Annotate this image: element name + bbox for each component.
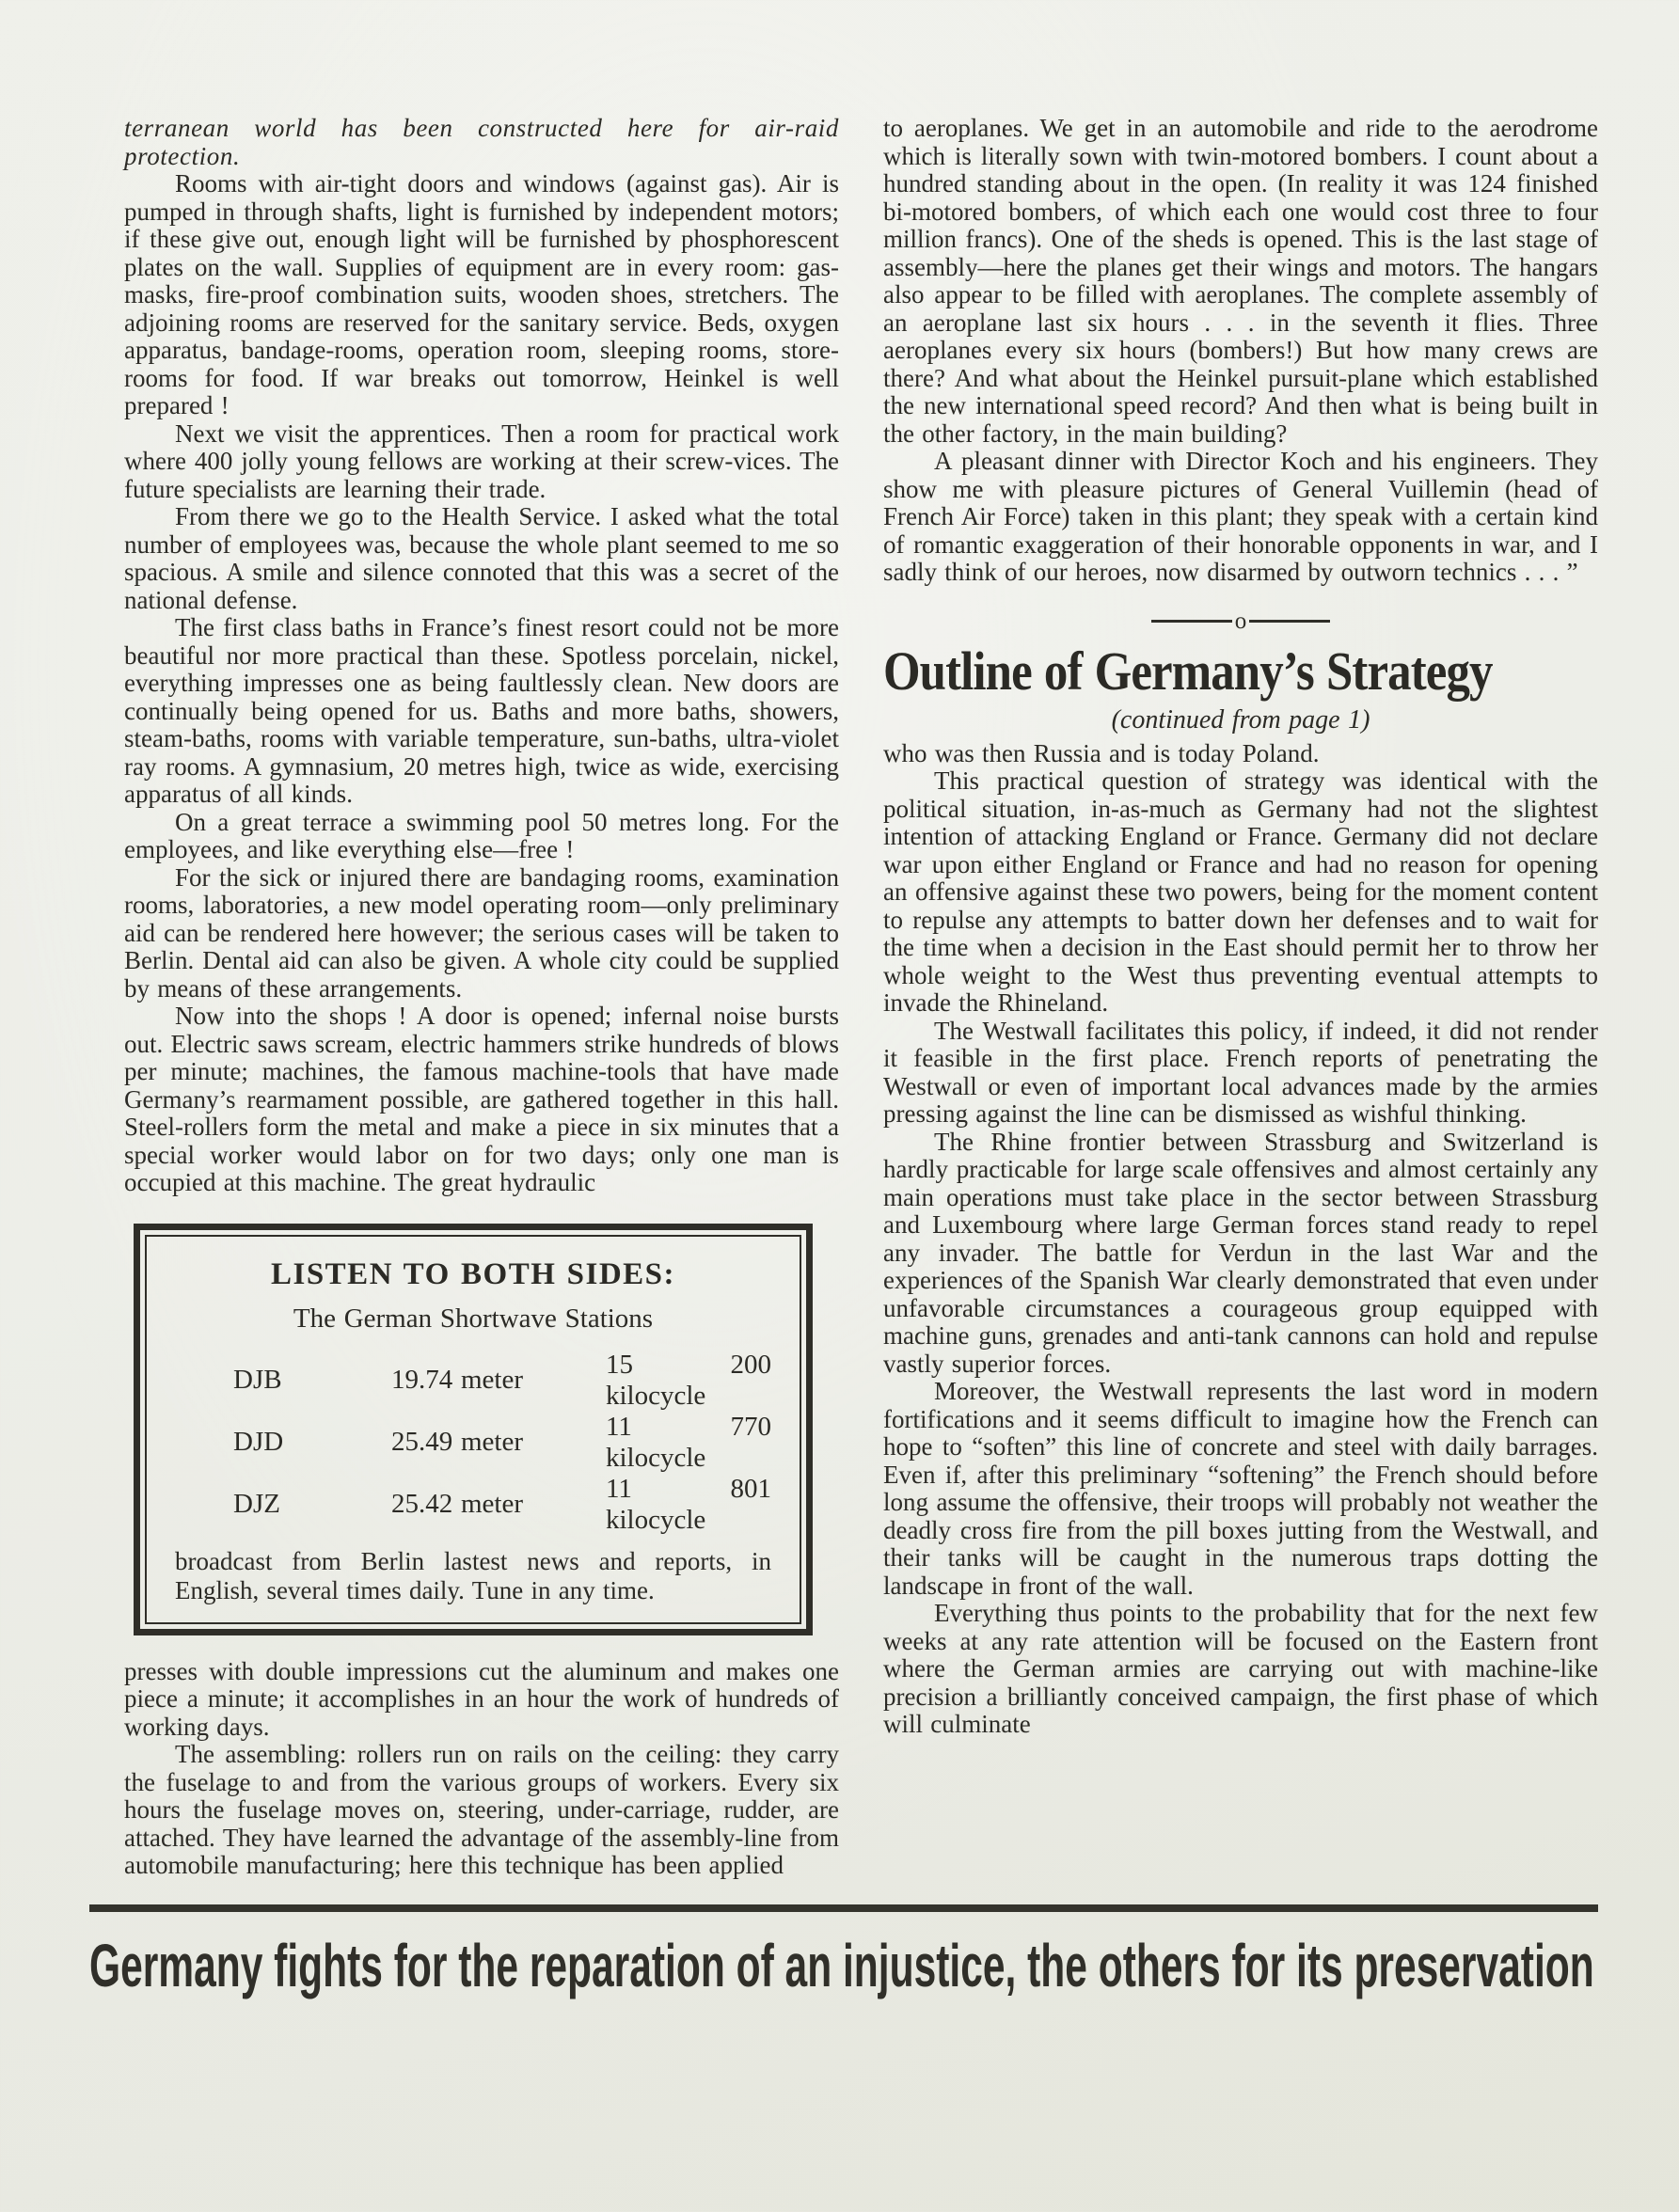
left-column: [124, 115, 839, 1880]
text-columns: [124, 115, 1598, 1880]
paragraph: who was then Russia and is today Poland.: [883, 738, 1320, 767]
footer-rule: [89, 1904, 1598, 1912]
station-code: DJB: [233, 1365, 282, 1395]
continuation-intro-italic: terranean world has been constructed here for air-raid protection.: [124, 114, 839, 170]
paragraph: Now into the shops ! A door is opened; infernal noise bursts out. Electric saws scream, electric hammers strike hundreds of blows per minute; machines, the famous machine-tools that have made Germany’s rearmament possible, are gathered together in this hall. Steel-rollers form the metal and make a piece in six minutes that a special worker would labor on for two days; only one man is occupied at this machine. The great hydraulic: [124, 1002, 839, 1196]
paragraph: Rooms with air-tight doors and windows (against gas). Air is pumped in through shafts, light is furnished by independent motors; if these give out, enough light will be furnished by phosphorescent plates on the wall. Supplies of equipment are in every room: gas-masks, fire-proof combination suits, wooden shoes, stretchers. The adjoining rooms are reserved for the sanitary service. Beds, oxygen apparatus, bandage-rooms, operation room, sleeping rooms, store-rooms for food. If war breaks out tomorrow, Heinkel is well prepared !: [124, 169, 839, 419]
right-column: [883, 115, 1598, 1880]
paragraph: Moreover, the Westwall represents the last word in modern fortifications and it seems difficult to imagine how the French can hope to “soften” this line of concrete and steel with daily barrages. Even if, after this preliminary “softening” the French should before long assume the offensive, their troops will probably not weather the deadly cross fire from the pill boxes jutting from the Westwall, and their tanks will be caught in the numerous traps dotting the landscape in front of the wall.: [883, 1377, 1598, 1600]
radio-stations-box-inner: [145, 1235, 801, 1624]
paragraph: The Rhine frontier between Strassburg and Switzerland is hardly practicable for large scale offensives and almost certainly any main operations must take place in the sector between Strassburg and Luxembourg where large German forces stand ready to repel any invader. The battle for Verdun in the last War and the experiences of the Spanish War clearly demonstrated that even under unfavorable circumstances a courageous group equipped with machine guns, grenades and anti-tank cannons can hold and repulse vastly superior forces.: [883, 1127, 1598, 1378]
paragraph: This practical question of strategy was identical with the political situation, in-as-much as Germany had not the slightest intention of attacking England or France. Germany did not declare war upon either England or France and had no reason for opening an offensive against these two powers, being for the moment content to repulse any attempts to batter down her defenses and to wait for the time when a decision in the East should permit her to throw her whole weight to the West thus preventing eventual attempts to invade the Rhineland.: [883, 766, 1598, 1017]
paragraph: A pleasant dinner with Director Koch and his engineers. They show me with pleasure pictures of General Vuillemin (head of French Air Force) taken in this plant; they speak with a certain kind of romantic exaggeration of their honorable opponents in war, and I sadly think of our heroes, now disarmed by outworn technics . . . ”: [883, 447, 1598, 586]
station-meter: 19.74 meter: [391, 1365, 524, 1395]
paragraph: The first class baths in France’s finest resort could not be more beautiful nor more practical than these. Spotless porcelain, nickel, everything impresses one as being faultlessly clean. New doors are continually being opened for us. Baths and more baths, showers, steam-baths, rooms with variable temperature, sun-baths, ultra-violet ray rooms. A gymnasium, 20 metres high, twice as wide, exercising apparatus of all kinds.: [124, 613, 839, 808]
paragraph: From there we go to the Health Service. I asked what the total number of employees was, because the whole plant seemed to me so spacious. A smile and silence connoted that this was a secret of the national defense.: [124, 502, 839, 614]
article-heading-text: Outline of Germany’s Strategy: [883, 640, 1493, 702]
box-title: LISTEN TO BOTH SIDES:: [270, 1256, 676, 1291]
paragraph: Everything thus points to the probability that for the next few weeks at any rate attention will be focused on the Eastern front where the German armies are carrying out with machine-like precision a brilliantly conceived campaign, the first phase of which will culminate: [883, 1599, 1598, 1738]
paragraph: presses with double impressions cut the aluminum and makes one piece a minute; it accomplishes in an hour the work of hundreds of working days.: [124, 1656, 839, 1741]
station-kilocycle: 11 801 kilocycle: [606, 1473, 771, 1535]
article-heading: [883, 642, 1598, 701]
section-divider: [883, 609, 1598, 633]
paragraph: to aeroplanes. We get in an automobile and ride to the aerodrome which is literally sown with twin-motored bombers. I count about a hundred standing about in the open. (In reality it was 124 finished bi-motored bombers, of which each one would cost three to four million francs). One of the sheds is opened. This is the last stage of assembly—here the planes get their wings and motors. The hangars also appear to be filled with aeroplanes. The complete assembly of an aeroplane last six hours . . . in the seventh it flies. Three aeroplanes every six hours (bombers!) But how many crews are there? And what about the Heinkel pursuit-plane which established the new international speed record? And then what is being built in the other factory, in the main building?: [883, 114, 1598, 448]
station-kilocycle: 15 200 kilocycle: [606, 1349, 771, 1411]
article-continuation-note: (continued from page 1): [1111, 704, 1370, 735]
divider-line: [1249, 620, 1330, 623]
station-meter: 25.49 meter: [391, 1427, 524, 1457]
paragraph: Next we visit the apprentices. Then a room for practical work where 400 jolly young fellows are working at their screw-vices. The future specialists are learning their trade.: [124, 419, 839, 503]
paragraph: The Westwall facilitates this policy, if indeed, it did not render it feasible in the first place. French reports of penetrating the Westwall or even of important local advances made by the armies pressing against the line can be dismissed as wishful thinking.: [883, 1016, 1598, 1128]
station-meter: 25.42 meter: [391, 1489, 524, 1519]
footer-headline: [89, 1931, 1598, 2000]
paragraph: The assembling: rollers run on rails on the ceiling: they carry the fuselage to and from the various groups of workers. Every six hours the fuselage moves on, steering, under-carriage, rudder, are attached. They have learned the advantage of the assembly-line from automobile manufacturing; here this technique has been applied: [124, 1740, 839, 1879]
footer-headline-text: Germany fights for the reparation of an injustice, the others for its preservation: [89, 1931, 1594, 1999]
radio-stations-box: [134, 1224, 813, 1635]
divider-line: [1151, 620, 1232, 623]
table-row: [233, 1350, 771, 1412]
paragraph: For the sick or injured there are bandaging rooms, examination rooms, laboratories, a new model operating room—only preliminary aid can be rendered here however; the serious cases will be taken to Berlin. Dental aid can also be given. A whole city could be supplied by means of these arrangements.: [124, 862, 839, 1003]
table-row: [233, 1412, 771, 1474]
station-code: DJD: [233, 1427, 284, 1457]
divider-glyph: o: [1234, 608, 1247, 634]
box-subtitle: The German Shortwave Stations: [293, 1303, 654, 1334]
station-kilocycle: 11 770 kilocycle: [606, 1411, 771, 1473]
stations-table: [233, 1350, 771, 1536]
table-row: [233, 1474, 771, 1536]
paragraph: On a great terrace a swimming pool 50 metres long. For the employees, and like everything else—free !: [124, 807, 839, 863]
box-note: broadcast from Berlin lastest news and reports, in English, several times daily. Tune in any time.: [175, 1546, 771, 1604]
station-code: DJZ: [233, 1489, 280, 1519]
